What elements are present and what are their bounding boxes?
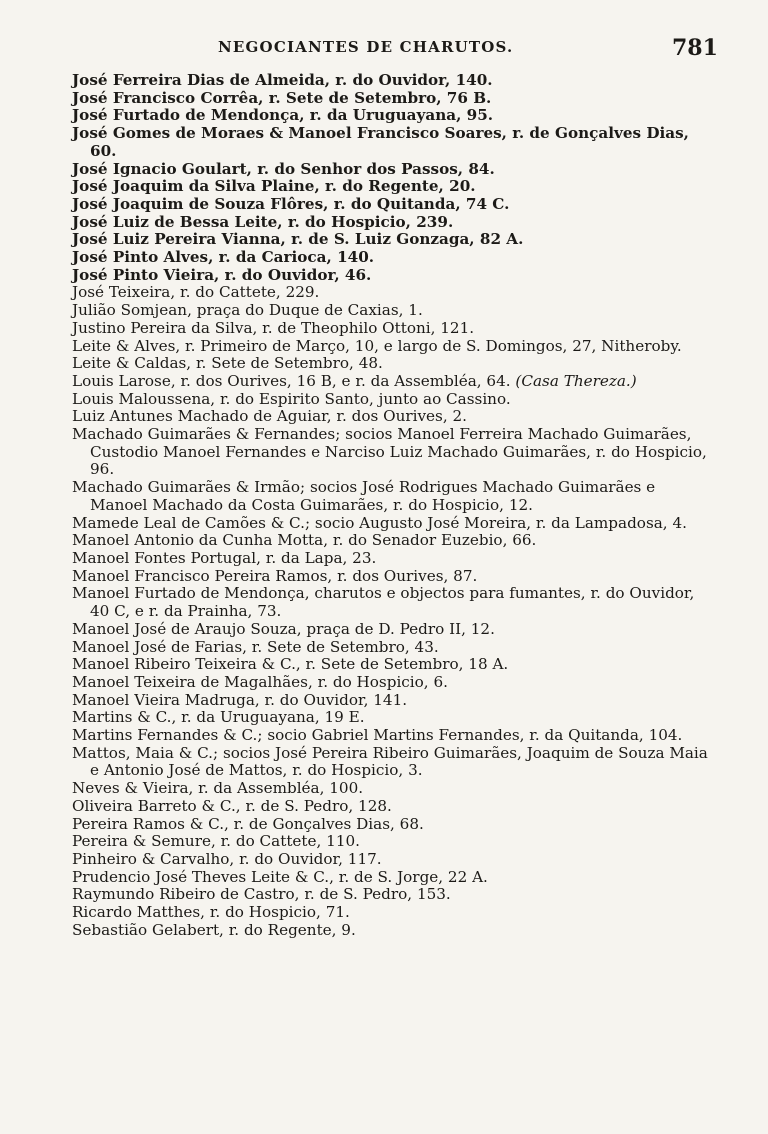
entry-text: Martins & C., r. da Uruguayana, 19 E. [72,708,365,727]
list-item [72,585,712,620]
entry-text: Neves & Vieira, r. da Assembléa, 100. [72,779,364,798]
entry-text: Raymundo Ribeiro de Castro, r. de S. Pedro, 153. [72,885,451,904]
entry-text: José Luiz de Bessa Leite, r. do Hospicio, 239. [72,212,454,231]
entry-text: Louis Larose, r. dos Ourives, 16 B, e r. da Assembléa, 64. [72,371,511,390]
list-item [72,639,712,657]
entry-text: Ricardo Matthes, r. do Hospicio, 71. [72,903,350,922]
list-item [72,214,712,232]
entry-text: Louis Maloussena, r. do Espirito Santo, junto ao Cassino. [72,389,511,408]
list-item [72,656,712,674]
entry-text: Manoel Fontes Portugal, r. da Lapa, 23. [72,548,377,567]
list-item [72,922,712,940]
entry-text: Manoel Antonio da Cunha Motta, r. do Senador Euzebio, 66. [72,531,537,550]
list-item [72,90,712,108]
entry-text: José Pinto Vieira, r. do Ouvidor, 46. [72,265,372,284]
list-item [72,886,712,904]
list-item [72,479,712,514]
entry-text: José Joaquim da Silva Plaine, r. do Regente, 20. [72,177,476,196]
entry-text: Manoel José de Araujo Souza, praça de D. Pedro II, 12. [72,619,495,638]
entry-text: Machado Guimarães & Fernandes; socios Manoel Ferreira Machado Guimarães, Custodio Manoel Fernandes e Narciso Luiz Machado Guimarães, r. do Hospicio, 96. [72,425,707,479]
entry-text: Manoel José de Farias, r. Sete de Setembro, 43. [72,637,439,656]
entry-text: Julião Somjean, praça do Duque de Caxias, 1. [72,301,423,320]
entry-text: José Furtado de Mendonça, r. da Uruguayana, 95. [72,106,494,125]
merchant-list [72,72,712,939]
entry-text: José Ignacio Goulart, r. do Senhor dos Passos, 84. [72,159,495,178]
entry-text: José Gomes de Moraes & Manoel Francisco Soares, r. de Gonçalves Dias, 60. [72,124,689,160]
list-item [72,178,712,196]
list-item [72,780,712,798]
list-item [72,338,712,356]
list-item [72,532,712,550]
list-item [72,161,712,179]
list-item [72,727,712,745]
entry-text: Mamede Leal de Camões & C.; socio Augusto José Moreira, r. da Lampadosa, 4. [72,513,687,532]
list-item [72,107,712,125]
entry-text: José Luiz Pereira Vianna, r. de S. Luiz Gonzaga, 82 A. [72,230,524,249]
list-item [72,320,712,338]
page-title: NEGOCIANTES DE CHARUTOS. [218,38,514,56]
list-item [72,196,712,214]
entry-text: José Joaquim de Souza Flôres, r. do Quitanda, 74 C. [72,194,510,213]
page-number: 781 [672,35,718,61]
list-item [72,798,712,816]
list-item [72,851,712,869]
list-item [72,869,712,887]
list-item [72,745,712,780]
list-item [72,125,712,160]
entry-text: Pereira & Semure, r. do Cattete, 110. [72,832,360,851]
list-item [72,249,712,267]
list-item [72,231,712,249]
entry-text: Prudencio José Theves Leite & C., r. de S. Jorge, 22 A. [72,867,488,886]
entry-text: José Ferreira Dias de Almeida, r. do Ouvidor, 140. [72,71,493,89]
entry-text: Leite & Alves, r. Primeiro de Março, 10, e largo de S. Domingos, 27, Nitheroby. [72,336,682,355]
list-item [72,833,712,851]
entry-text: Pinheiro & Carvalho, r. do Ouvidor, 117. [72,849,382,868]
list-item [72,709,712,727]
entry-text: Sebastião Gelabert, r. do Regente, 9. [72,920,356,939]
entry-text: Machado Guimarães & Irmão; socios José Rodrigues Machado Guimarães e Manoel Machado da Costa Guimarães, r. do Hospicio, 12. [72,478,656,514]
list-item [72,302,712,320]
list-item [72,816,712,834]
entry-text: José Teixeira, r. do Cattete, 229. [72,283,320,302]
entry-text: Pereira Ramos & C., r. de Gonçalves Dias, 68. [72,814,424,833]
entry-text: Manoel Vieira Madruga, r. do Ouvidor, 141. [72,690,408,709]
entry-note: (Casa Thereza.) [515,371,637,390]
list-item [72,550,712,568]
list-item [72,284,712,302]
entry-text: Luiz Antunes Machado de Aguiar, r. dos Ourives, 2. [72,407,467,426]
list-item [72,391,712,409]
list-item [72,904,712,922]
list-item [72,674,712,692]
entry-text: Mattos, Maia & C.; socios José Pereira Ribeiro Guimarães, Joaquim de Souza Maia e Antonio José de Mattos, r. do Hospicio, 3. [72,743,708,780]
entry-text: José Francisco Corrêa, r. Sete de Setembro, 76 B. [72,88,492,107]
list-item [72,408,712,426]
list-item [72,72,712,90]
entry-text: José Pinto Alves, r. da Carioca, 140. [72,248,375,267]
entry-text: Manoel Furtado de Mendonça, charutos e objectos para fumantes, r. do Ouvidor, 40 C, e r. da Prainha, 73. [72,584,695,621]
entry-text: Martins Fernandes & C.; socio Gabriel Martins Fernandes, r. da Quitanda, 104. [72,726,683,745]
page-header [0,33,768,67]
entry-text: Manoel Francisco Pereira Ramos, r. dos Ourives, 87. [72,566,478,585]
entry-text: Leite & Caldas, r. Sete de Setembro, 48. [72,354,383,373]
list-item [72,621,712,639]
list-item [72,373,712,391]
list-item [72,515,712,533]
entry-text: Justino Pereira da Silva, r. de Theophilo Ottoni, 121. [72,318,475,337]
list-item [72,692,712,710]
list-item [72,355,712,373]
list-item [72,267,712,285]
list-item [72,568,712,586]
entry-text: Manoel Ribeiro Teixeira & C., r. Sete de Setembro, 18 A. [72,655,509,674]
list-item [72,426,712,479]
entry-text: Manoel Teixeira de Magalhães, r. do Hospicio, 6. [72,672,448,691]
entry-text: Oliveira Barreto & C., r. de S. Pedro, 128. [72,796,392,815]
